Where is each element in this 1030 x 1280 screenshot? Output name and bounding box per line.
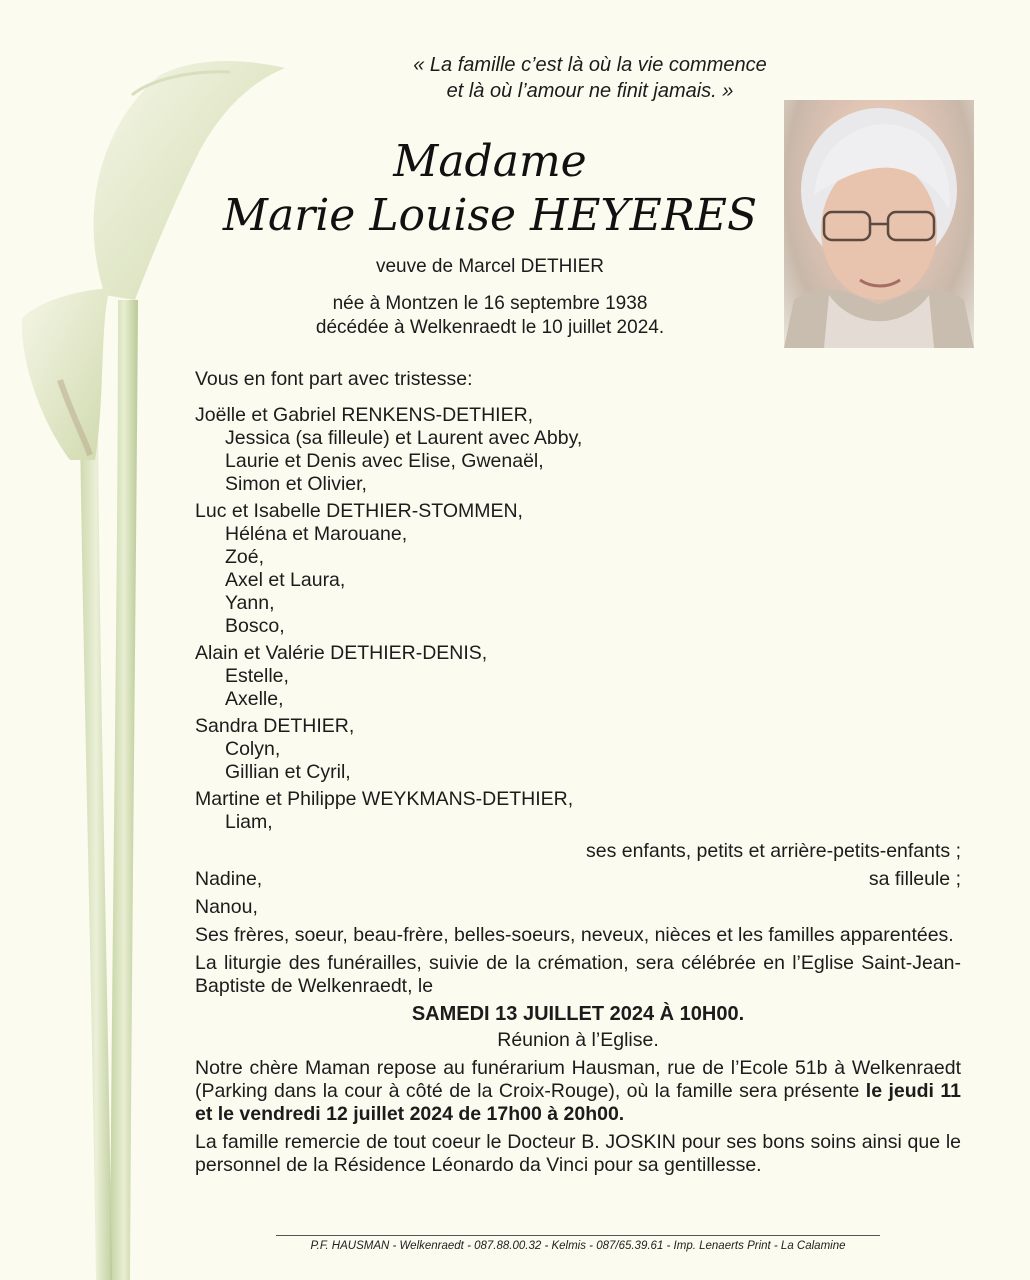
opening-quote [330,52,850,104]
family-member: Axelle, [225,688,284,710]
quote-line-1: « La famille c’est là où la vie commence [413,54,767,76]
liturgy-paragraph: La liturgie des funérailles, suivie de la crémation, sera célébrée en l’Eglise Saint-Jean-Baptiste de Welkenraedt, le [195,952,961,997]
family-head: Martine et Philippe WEYKMANS-DETHIER, [195,788,574,810]
godchild-name: Nadine, [195,868,263,890]
family-member: Bosco, [225,615,285,637]
family-group [195,500,961,638]
family-group [195,715,961,784]
family-group [195,404,961,496]
family-member: Héléna et Marouane, [225,523,408,545]
family-group [195,788,961,834]
ceremony-date: SAMEDI 13 JUILLET 2024 À 10H00. [411,1003,745,1025]
visitation-hours: le jeudi 11 et le vendredi 12 juillet 2024 de 17h00 à 20h00. [195,1080,962,1125]
meeting-note: Réunion à l’Eglise. [497,1029,659,1051]
portrait-photo [784,100,974,348]
family-member: Colyn, [225,738,281,760]
family-member: Estelle, [225,665,289,687]
birth-line: née à Montzen le 16 septembre 1938 [332,293,648,314]
siblings-paragraph: Ses frères, soeur, beau-frère, belles-soeurs, neveux, nièces et les familles apparentées. [195,924,954,946]
family-head: Joëlle et Gabriel RENKENS-DETHIER, [195,404,534,426]
family-member: Laurie et Denis avec Elise, Gwenaël, [225,450,544,472]
family-head: Sandra DETHIER, [195,715,355,737]
family-member: Liam, [225,811,273,833]
family-member: Jessica (sa filleule) et Laurent avec Abby, [225,427,583,449]
nanou-line: Nanou, [195,896,258,918]
death-line: décédée à Welkenraedt le 10 juillet 2024. [315,317,665,338]
footer-divider [276,1235,880,1236]
visitation-paragraph [195,1057,961,1126]
widow-of: veuve de Marcel DETHIER [375,256,605,277]
family-member: Gillian et Cyril, [225,761,351,783]
family-head: Alain et Valérie DETHIER-DENIS, [195,642,488,664]
deceased-name-title [160,135,820,243]
announcement-body [195,368,961,1177]
footer-credits: P.F. HAUSMAN - Welkenraedt - 087.88.00.32 - Kelmis - 087/65.39.61 - Imp. Lenaerts Print - La Calamine [310,1240,846,1252]
children-note: ses enfants, petits et arrière-petits-enfants ; [585,840,961,862]
intro-line: Vous en font part avec tristesse: [195,368,473,390]
family-member: Simon et Olivier, [225,473,367,495]
family-group [195,642,961,711]
godchild-role: sa filleule ; [868,868,961,890]
family-member: Zoé, [225,546,265,568]
title-full-name: Marie Louise HEYERES [222,190,758,241]
visitation-text: Notre chère Maman repose au funérarium Hausman, rue de l’Ecole 51b à Welkenraedt (Parking dans la cour à côté de la Croix-Rouge), où la famille sera présente [195,1057,961,1102]
godchild-row [195,868,961,891]
family-member: Axel et Laura, [225,569,346,591]
birth-death-dates [240,292,740,340]
family-member: Yann, [225,592,275,614]
title-honorific: Madame [393,136,587,187]
family-head: Luc et Isabelle DETHIER-STOMMEN, [195,500,523,522]
thanks-paragraph: La famille remercie de tout coeur le Docteur B. JOSKIN pour ses bons soins ainsi que le personnel de la Résidence Léonardo da Vinci pour sa gentillesse. [195,1131,961,1176]
quote-line-2: et là où l’amour ne finit jamais. » [446,80,734,102]
